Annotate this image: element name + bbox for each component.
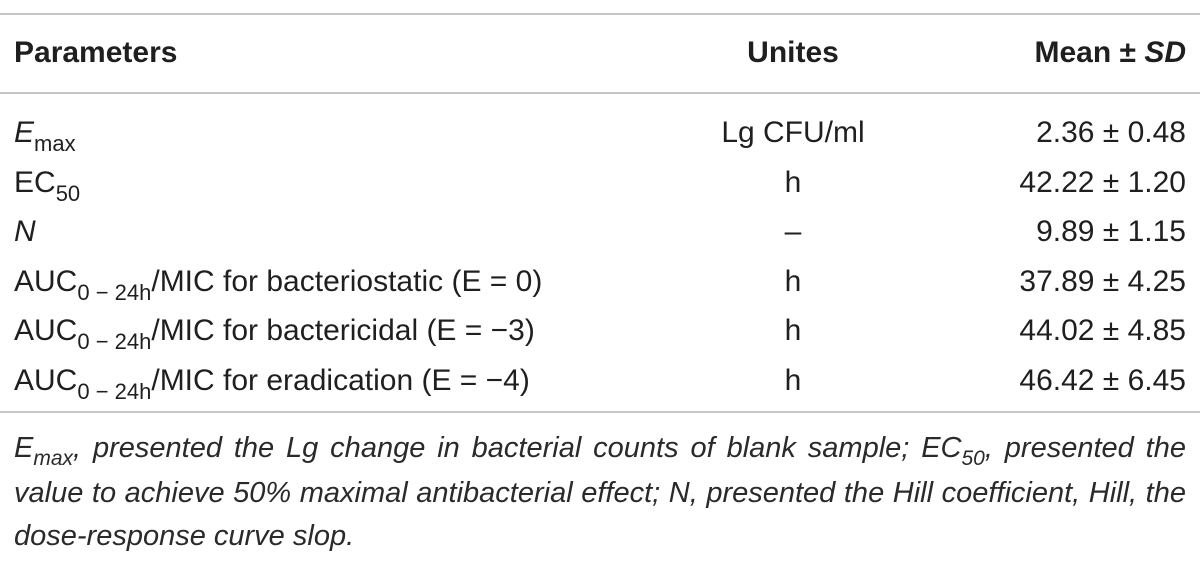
table-row [0,356,1200,406]
parameter-subscript: max [34,131,76,156]
table-row [0,306,1200,356]
parameter-cell [14,257,542,307]
table-row [0,158,1200,208]
table-header-rule [0,92,1200,94]
parameter-description: /MIC for bacteriostatic (E = 0) [151,265,543,298]
unit-cell: Lg CFU/ml [721,116,865,149]
table-row [0,257,1200,307]
unit-cell: h [784,265,802,298]
mean-sd-cell: 46.42 ± 6.45 [1019,364,1186,397]
table-row [0,207,1200,257]
parameter-cell [14,207,36,257]
parameter-symbol: AUC [14,265,78,298]
footnote-text-part2: , presented the value to achieve 50% maximal antibacterial effect; N, presented the Hill coefficient, Hill, the dose-response curve slop. [14,432,1186,552]
mean-sd-cell: 42.22 ± 1.20 [1019,166,1186,199]
header-sd-label: SD [1144,36,1186,69]
unit-cell: – [784,215,802,248]
footnote-emax-subscript: max [33,447,74,470]
unit-cell: h [784,364,802,397]
parameter-subscript: 0 − 24h [77,280,152,305]
parameter-symbol: N [14,215,36,248]
header-mean-label: Mean ± [1034,36,1136,69]
parameter-description: /MIC for bactericidal (E = −3) [151,314,535,347]
footnote-ec50-subscript: 50 [961,447,985,470]
parameter-subscript: 50 [55,181,81,206]
unit-cell: h [784,166,802,199]
parameter-description: /MIC for eradication (E = −4) [151,364,530,397]
parameter-cell [14,356,530,406]
table-top-rule [0,13,1200,15]
parameter-subscript: 0 − 24h [77,379,152,404]
unit-cell: h [784,314,802,347]
parameter-symbol: AUC [14,364,78,397]
parameter-cell [14,108,76,158]
footnote-emax: E [14,432,34,464]
header-unites: Unites [747,36,839,69]
parameter-symbol: EC [14,166,56,199]
footnote-text-part1: , presented the Lg change in bacterial counts of blank sample; EC [73,432,962,464]
mean-sd-cell: 2.36 ± 0.48 [1036,116,1186,149]
mean-sd-cell: 44.02 ± 4.85 [1019,314,1186,347]
parameter-symbol: AUC [14,314,78,347]
parameter-symbol: E [14,116,35,149]
header-parameters: Parameters [14,36,178,69]
table-bottom-rule [0,411,1200,413]
mean-sd-cell: 37.89 ± 4.25 [1019,265,1186,298]
mean-sd-cell: 9.89 ± 1.15 [1036,215,1186,248]
header-mean-sd [1034,28,1186,78]
parameter-cell [14,306,535,356]
table-footnote [14,427,1186,558]
parameter-cell [14,158,80,208]
parameter-subscript: 0 − 24h [77,329,152,354]
table-row [0,108,1200,158]
